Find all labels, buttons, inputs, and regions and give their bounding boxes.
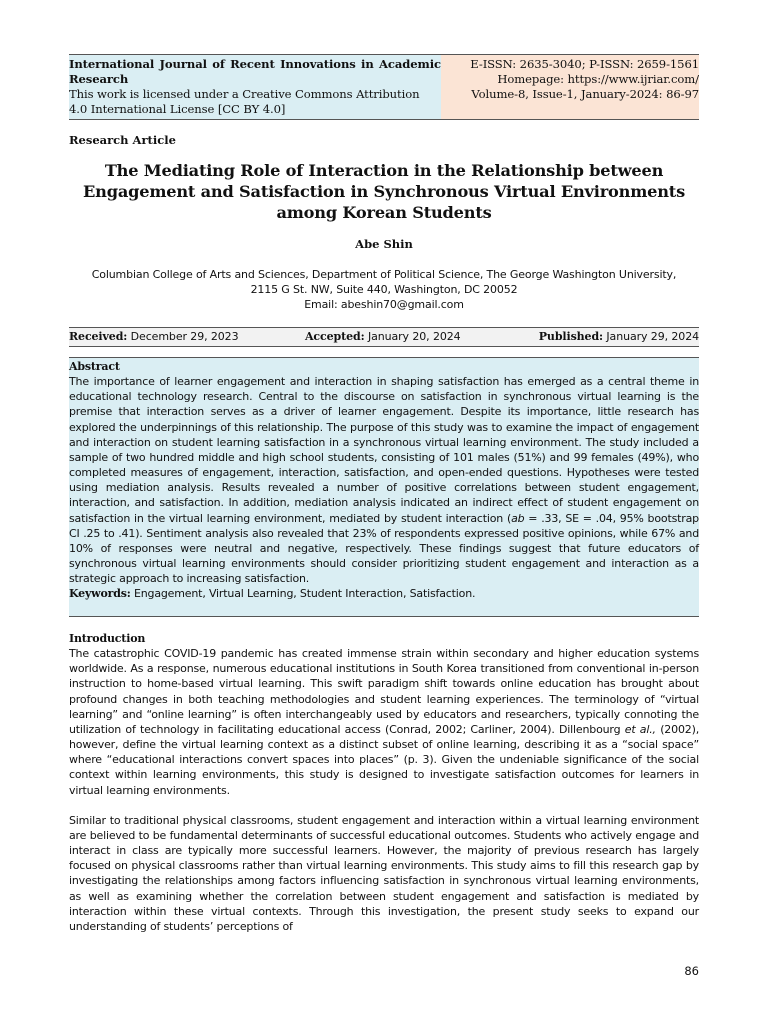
journal-homepage: Homepage: https://www.ijriar.com/	[497, 72, 699, 86]
article-type: Research Article	[69, 133, 176, 147]
intro-paragraph-1: The catastrophic COVID-19 pandemic has created immense strain within secondary and higher education systems worldwide. As a response, numerous educational institutions in South Korea transitioned from conventional in-person instruction to home-based virtual learning. This swift paradigm shift towards online education has brought about profound changes in both teaching methodologies and student learning experiences. The terminology of “virtual learning” and “online learning” is often interchangeably used by educators and researchers, typically connoting the utilization of technology in facilitating educational access (Conrad, 2002; Carliner, 2004). Dillenbourg et al., (2002), however, define the virtual learning context as a distinct subset of online learning, describing it as a “social space” where “educational interactions convert spaces into places” (p. 3). Given the undeniable significance of the social context within learning environments, this study is designed to investigate satisfaction outcomes for learners in virtual learning environments.	[69, 647, 700, 797]
publication-dates	[69, 327, 699, 347]
accepted-date: Accepted: January 20, 2024	[305, 330, 461, 343]
author-email: Email: abeshin70@gmail.com	[304, 298, 464, 311]
affiliation-line-1: Columbian College of Arts and Sciences, Department of Political Science, The George Washington University,	[91, 268, 677, 281]
keywords: Keywords: Engagement, Virtual Learning, Student Interaction, Satisfaction.	[69, 587, 476, 601]
intro-paragraph-2: Similar to traditional physical classrooms, student engagement and interaction within a virtual learning environment are believed to be fundamental determinants of successful educational outcomes. Students who actively engage and interact in class are typically more successful learners. However, the majority of previous research has largely focused on physical classrooms rather than virtual learning environments. This study aims to fill this research gap by investigating the relationships among factors influencing satisfaction in synchronous virtual learning environments, as well as examining whether the correlation between student engagement and satisfaction is mediated by interaction within these virtual contexts. Through this investigation, the present study seeks to expand our understanding of students’ perceptions of	[69, 813, 699, 933]
abstract-section	[69, 357, 699, 617]
author-name: Abe Shin	[355, 237, 413, 251]
journal-title: International Journal of Recent Innovations in Academic Research	[69, 57, 441, 86]
introduction-heading: Introduction	[69, 632, 146, 645]
volume-issue: Volume-8, Issue-1, January-2024: 86-97	[471, 87, 699, 101]
journal-header-right	[441, 55, 699, 119]
journal-header-left	[69, 55, 441, 119]
paper-title: The Mediating Role of Interaction in the Relationship between Engagement and Satisfaction in Synchronous Virtual Environments among Korean Students	[83, 161, 685, 222]
received-date: Received: December 29, 2023	[69, 330, 239, 343]
journal-header	[69, 54, 699, 120]
license-statement: This work is licensed under a Creative Commons Attribution 4.0 International License [CC BY 4.0]	[69, 87, 420, 116]
issn: E-ISSN: 2635-3040; P-ISSN: 2659-1561	[470, 57, 699, 71]
introduction-section	[69, 631, 699, 934]
abstract-heading: Abstract	[69, 360, 120, 373]
author-affiliation	[69, 267, 699, 312]
page-number: 86	[684, 964, 699, 978]
published-date: Published: January 29, 2024	[538, 330, 699, 343]
abstract-text: The importance of learner engagement and interaction in shaping satisfaction has emerged as a central theme in educational technology research. Central to the discourse on satisfaction in synchronous virtual learning is the premise that interaction serves as a driver of learner engagement. Despite its importance, little research has explored the underpinnings of this relationship. The purpose of this study was to examine the impact of engagement and interaction on student learning satisfaction in a synchronous virtual learning environment. The study included a sample of two hundred middle and high school students, consisting of 101 males (51%) and 99 females (49%), who completed measures of engagement, interaction, satisfaction, and open-ended questions. Hypotheses were tested using mediation analysis. Results revealed a number of positive correlations between student engagement, interaction, and satisfaction. In addition, mediation analysis indicated an indirect effect of student engagement on satisfaction in the virtual learning environment, mediated by student interaction (ab = .33, SE = .04, 95% bootstrap CI .25 to .41). Sentiment analysis also revealed that 23% of respondents expressed positive opinions, while 67% and 10% of responses were neutral and negative, respectively. These findings suggest that future educators of synchronous virtual learning environments should consider prioritizing student engagement and interaction as a strategic approach to increasing satisfaction.	[69, 375, 699, 586]
affiliation-line-2: 2115 G St. NW, Suite 440, Washington, DC 20052	[250, 283, 518, 296]
